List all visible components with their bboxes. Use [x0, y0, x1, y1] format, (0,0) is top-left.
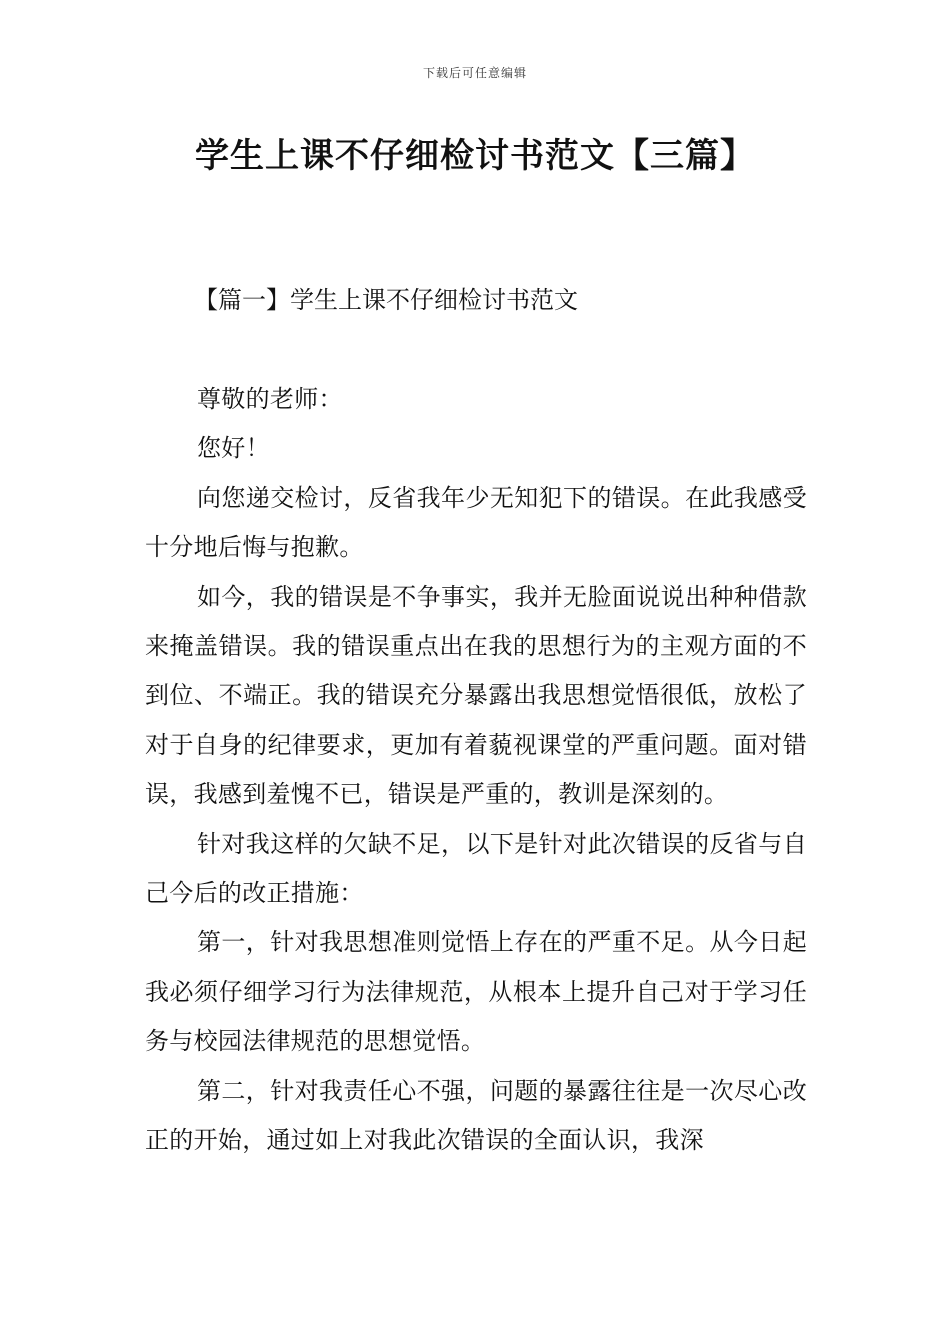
- header-note: 下载后可任意编辑: [422, 66, 527, 80]
- paragraph: 第一，针对我思想准则觉悟上存在的严重不足。从今日起我必须仔细学习行为法律规范，从根本上提升自己对于学习任务与校园法律规范的思想觉悟。: [145, 928, 807, 1056]
- body-text: [145, 375, 807, 1166]
- paragraph: 第二，针对我责任心不强，问题的暴露往往是一次尽心改正的开始，通过如上对我此次错误的全面认识，我深: [145, 1076, 807, 1155]
- section-heading: 【篇一】学生上课不仔细检讨书范文: [194, 286, 578, 314]
- paragraph: 针对我这样的欠缺不足，以下是针对此次错误的反省与自己今后的改正措施：: [145, 829, 807, 908]
- paragraph: 向您递交检讨，反省我年少无知犯下的错误。在此我感受十分地后悔与抱歉。: [145, 483, 807, 562]
- salutation: 尊敬的老师：: [197, 385, 343, 413]
- paragraph: 如今，我的错误是不争事实，我并无脸面说说出种种借款来掩盖错误。我的错误重点出在我的思想行为的主观方面的不到位、不端正。我的错误充分暴露出我思想觉悟很低，放松了对于自身的纪律要求，更加有着藐视课堂的严重问题。面对错误，我感到羞愧不已，错误是严重的，教训是深刻的。: [145, 582, 807, 809]
- greeting: 您好！: [197, 434, 270, 463]
- document-title: 学生上课不仔细检讨书范文【三篇】: [195, 136, 755, 176]
